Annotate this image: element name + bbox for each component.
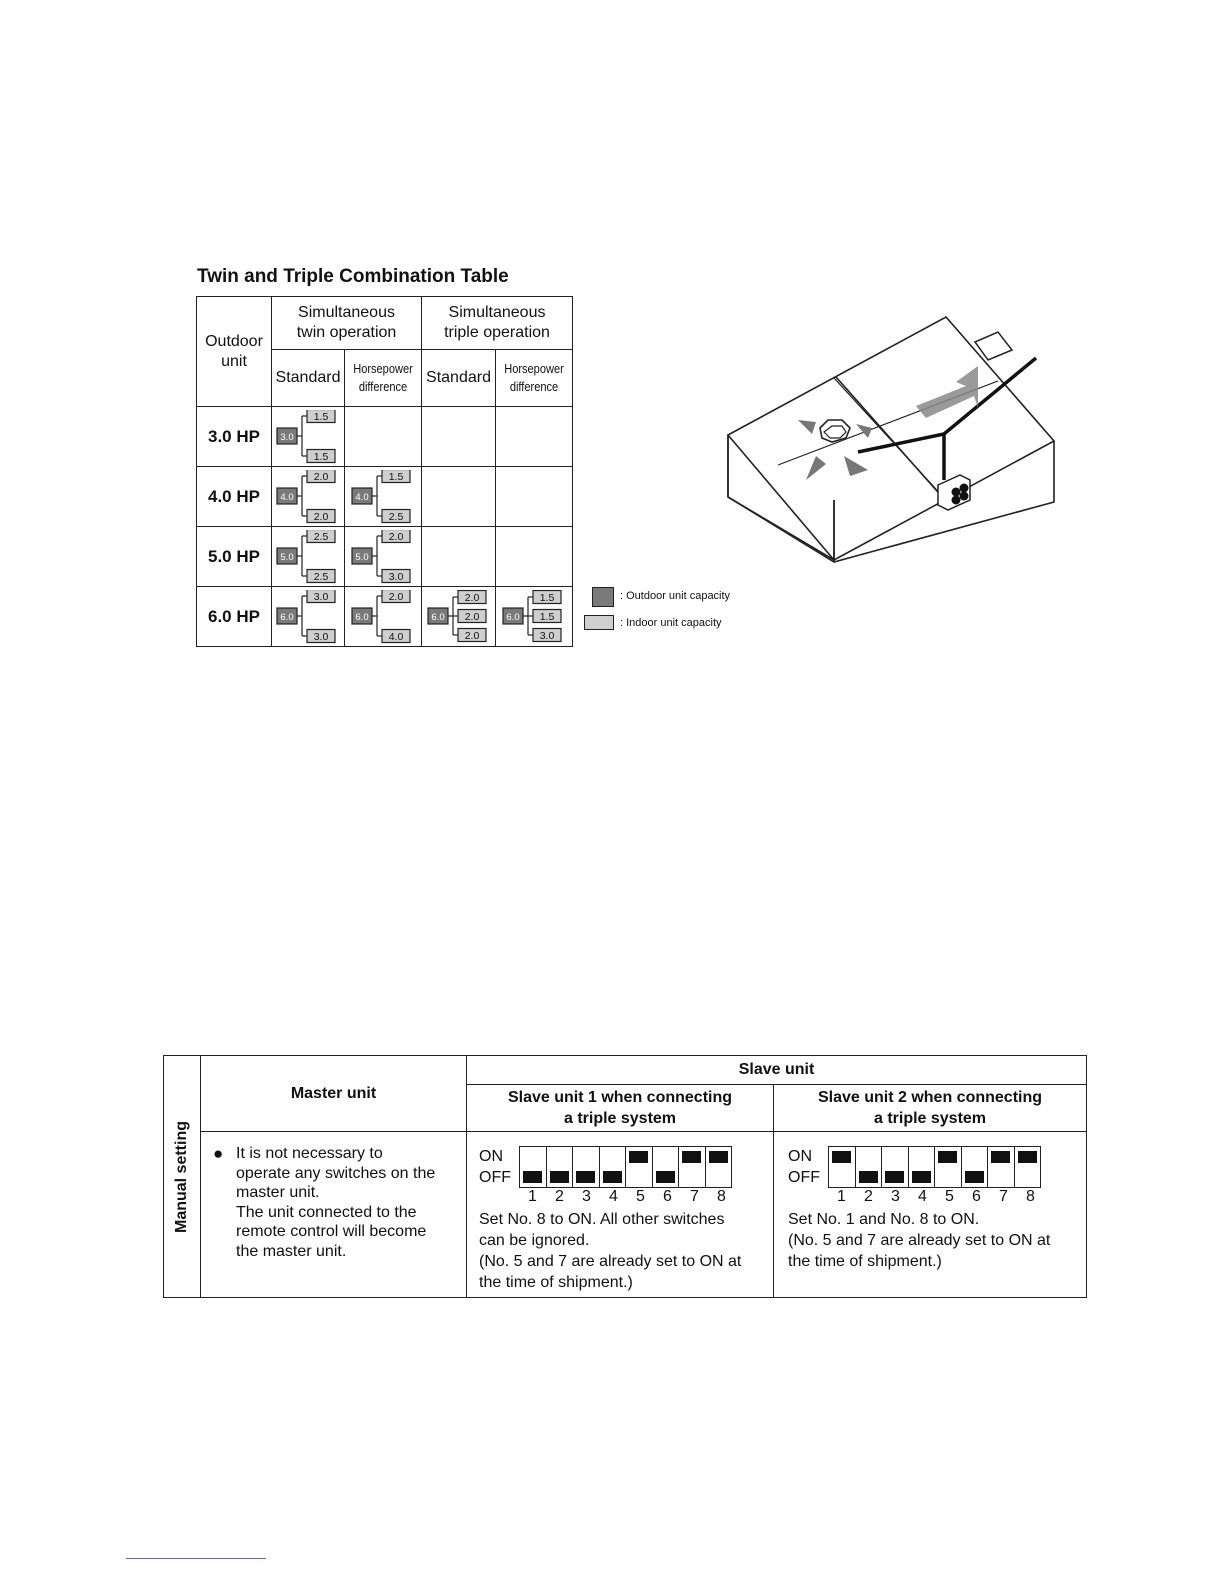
dip-switch-7 xyxy=(988,1147,1015,1187)
dip-switch-1 xyxy=(520,1147,547,1187)
diagram-cell xyxy=(272,587,345,647)
dip-switch-knob xyxy=(912,1171,931,1183)
on-label: ON xyxy=(479,1148,503,1165)
indoor-capacity-box xyxy=(382,509,410,523)
svg-text:3.0: 3.0 xyxy=(388,570,404,583)
switch-number: 2 xyxy=(864,1188,873,1205)
legend-outdoor-label: : Outdoor unit capacity xyxy=(620,590,731,602)
on-label: ON xyxy=(788,1148,812,1165)
switch-numbers xyxy=(519,1188,773,1206)
header-twin: Simultaneous twin operation xyxy=(272,297,422,350)
indoor-capacity-box xyxy=(458,628,486,642)
dip-switch-slave2 xyxy=(828,1146,1041,1188)
svg-text:2.5: 2.5 xyxy=(313,530,329,543)
diagram-cell xyxy=(496,407,573,467)
header-triple-hp-diff: Horsepower difference xyxy=(496,350,573,407)
row-label: 4.0 HP xyxy=(197,467,272,527)
capacity-diagram xyxy=(275,530,341,584)
dip-switch-knob xyxy=(859,1171,878,1183)
svg-text:2.0: 2.0 xyxy=(464,629,479,642)
capacity-diagram xyxy=(275,470,341,524)
svg-text:5.0: 5.0 xyxy=(355,551,369,563)
capacity-diagram xyxy=(350,590,416,644)
row-label: 5.0 HP xyxy=(197,527,272,587)
outdoor-capacity-box xyxy=(428,608,448,624)
header-twin-hp-diff: Horsepower difference xyxy=(345,350,422,407)
master-unit-header: Master unit xyxy=(201,1056,467,1132)
indoor-capacity-box xyxy=(307,470,335,483)
outdoor-capacity-box xyxy=(503,608,523,624)
dip-switch-3 xyxy=(882,1147,909,1187)
diagram-cell xyxy=(422,527,496,587)
outdoor-capacity-box xyxy=(277,608,297,624)
header-triple: Simultaneous triple operation xyxy=(422,297,573,350)
legend-indoor-swatch xyxy=(584,615,614,630)
diagram-cell xyxy=(345,467,422,527)
outdoor-capacity-box xyxy=(352,608,372,624)
room-illustration xyxy=(720,310,1065,570)
svg-text:6.0: 6.0 xyxy=(280,611,294,623)
switch-number: 4 xyxy=(609,1188,618,1205)
svg-text:5.0: 5.0 xyxy=(280,551,294,563)
diagram-cell xyxy=(272,467,345,527)
indoor-capacity-box xyxy=(533,590,561,604)
outdoor-capacity-box xyxy=(277,488,297,504)
indoor-capacity-box xyxy=(458,609,486,623)
svg-text:4.0: 4.0 xyxy=(388,630,404,643)
svg-text:2.0: 2.0 xyxy=(388,530,404,543)
svg-text:2.5: 2.5 xyxy=(313,570,329,583)
slave1-instructions xyxy=(467,1132,774,1298)
indoor-capacity-box xyxy=(458,590,486,604)
svg-text:3.0: 3.0 xyxy=(280,431,294,443)
indoor-capacity-box xyxy=(307,629,335,643)
dip-switch-knob xyxy=(938,1151,957,1163)
switch-number: 2 xyxy=(555,1188,564,1205)
dip-switch-3 xyxy=(573,1147,600,1187)
diagram-cell xyxy=(272,527,345,587)
switch-number: 6 xyxy=(972,1188,981,1205)
combination-table xyxy=(196,296,573,647)
capacity-diagram xyxy=(426,470,492,524)
dip-switch-slave1 xyxy=(519,1146,732,1188)
dip-switch-knob xyxy=(965,1171,984,1183)
capacity-diagram xyxy=(501,530,567,584)
slave1-text: Set No. 8 to ON. All other switches can be ignored. (No. 5 and 7 are already set to ON at the time of shipment.) xyxy=(479,1211,742,1291)
legend-indoor-label: : Indoor unit capacity xyxy=(620,617,722,629)
switch-number: 7 xyxy=(999,1188,1008,1205)
indoor-capacity-box xyxy=(307,449,335,463)
diagram-cell xyxy=(345,407,422,467)
svg-text:6.0: 6.0 xyxy=(430,611,445,623)
dip-switch-knob xyxy=(885,1171,904,1183)
indoor-capacity-box xyxy=(533,609,561,623)
switch-number: 3 xyxy=(582,1188,591,1205)
svg-text:2.0: 2.0 xyxy=(464,610,479,623)
svg-text:4.0: 4.0 xyxy=(280,491,294,503)
row-label: 6.0 HP xyxy=(197,587,272,647)
switch-number: 3 xyxy=(891,1188,900,1205)
capacity-diagram xyxy=(501,410,567,464)
diagram-cell xyxy=(422,407,496,467)
indoor-capacity-box xyxy=(382,470,410,483)
dip-switch-5 xyxy=(935,1147,962,1187)
indoor-capacity-box xyxy=(382,629,410,643)
diagram-cell xyxy=(345,527,422,587)
diagram-cell xyxy=(496,467,573,527)
svg-text:2.0: 2.0 xyxy=(313,510,329,523)
switch-number: 5 xyxy=(636,1188,645,1205)
switch-number: 8 xyxy=(1026,1188,1035,1205)
airflow-arrow-icon xyxy=(806,456,826,480)
switch-number: 4 xyxy=(918,1188,927,1205)
svg-text:3.0: 3.0 xyxy=(313,630,329,643)
svg-text:1.5: 1.5 xyxy=(539,610,555,623)
dip-switch-knob xyxy=(523,1171,542,1183)
svg-text:2.0: 2.0 xyxy=(313,470,329,483)
dip-switch-8 xyxy=(706,1147,732,1187)
svg-text:6.0: 6.0 xyxy=(506,611,520,623)
switch-number: 1 xyxy=(837,1188,846,1205)
svg-text:1.5: 1.5 xyxy=(313,450,329,463)
dip-switch-knob xyxy=(656,1171,675,1183)
off-label: OFF xyxy=(788,1169,820,1186)
bullet-icon: ● xyxy=(213,1144,224,1163)
off-label: OFF xyxy=(479,1169,511,1186)
master-text: It is not necessary to operate any switches on the master unit. The unit connected to the remote control will become the master unit. xyxy=(236,1145,436,1260)
outdoor-capacity-box xyxy=(277,428,297,444)
svg-text:1.5: 1.5 xyxy=(539,591,555,604)
capacity-diagram xyxy=(426,530,492,584)
header-twin-standard: Standard xyxy=(272,350,345,407)
dip-switch-4 xyxy=(600,1147,627,1187)
capacity-diagram xyxy=(275,590,341,644)
outdoor-capacity-box xyxy=(352,548,372,564)
legend-outdoor-swatch xyxy=(592,587,614,607)
dip-switch-knob xyxy=(832,1151,851,1163)
svg-text:6.0: 6.0 xyxy=(355,611,369,623)
dip-switch-7 xyxy=(679,1147,706,1187)
switch-numbers xyxy=(828,1188,1086,1206)
capacity-diagram xyxy=(501,590,567,644)
svg-text:1.5: 1.5 xyxy=(388,470,404,483)
dip-switch-4 xyxy=(909,1147,936,1187)
diagram-cell xyxy=(422,467,496,527)
diagram-cell xyxy=(496,527,573,587)
indoor-capacity-box xyxy=(533,628,561,642)
indoor-capacity-box xyxy=(382,590,410,603)
manual-setting-table xyxy=(163,1055,1087,1298)
footer-rule xyxy=(126,1558,266,1559)
table-row xyxy=(197,467,573,527)
indoor-capacity-box xyxy=(382,569,410,583)
capacity-diagram xyxy=(426,410,492,464)
slave2-text: Set No. 1 and No. 8 to ON. (No. 5 and 7 are already set to ON at the time of shipment.) xyxy=(788,1211,1051,1270)
switch-number: 8 xyxy=(717,1188,726,1205)
diagram-cell xyxy=(345,587,422,647)
svg-text:4.0: 4.0 xyxy=(355,491,369,503)
room-floor-outline xyxy=(728,435,1054,562)
indoor-capacity-box xyxy=(307,569,335,583)
svg-text:3.0: 3.0 xyxy=(539,629,555,642)
svg-text:2.0: 2.0 xyxy=(464,591,479,604)
dip-switch-knob xyxy=(629,1151,648,1163)
dip-switch-knob xyxy=(1018,1151,1037,1163)
svg-text:1.5: 1.5 xyxy=(313,410,329,423)
dip-switch-knob xyxy=(709,1151,728,1163)
indoor-capacity-box xyxy=(382,530,410,543)
capacity-diagram xyxy=(350,470,416,524)
table-row xyxy=(197,587,573,647)
dip-switch-5 xyxy=(626,1147,653,1187)
capacity-diagram xyxy=(275,410,341,464)
switch-number: 5 xyxy=(945,1188,954,1205)
svg-text:3.0: 3.0 xyxy=(313,590,329,603)
indoor-capacity-box xyxy=(307,410,335,423)
dip-switch-knob xyxy=(991,1151,1010,1163)
combination-table-title: Twin and Triple Combination Table xyxy=(197,266,509,287)
diagram-cell xyxy=(496,587,573,647)
dip-switch-2 xyxy=(856,1147,883,1187)
outdoor-capacity-box xyxy=(277,548,297,564)
header-triple-standard: Standard xyxy=(422,350,496,407)
dip-switch-2 xyxy=(547,1147,574,1187)
dip-switch-6 xyxy=(653,1147,680,1187)
outdoor-unit-icon xyxy=(938,475,970,510)
return-air-arrow-icon xyxy=(916,366,978,418)
slave1-header: Slave unit 1 when connecting a triple system xyxy=(467,1085,774,1132)
svg-text:2.0: 2.0 xyxy=(388,590,404,603)
svg-text:2.5: 2.5 xyxy=(388,510,404,523)
dip-switch-knob xyxy=(603,1171,622,1183)
slave-unit-header: Slave unit xyxy=(467,1056,1087,1085)
row-label: 3.0 HP xyxy=(197,407,272,467)
header-outdoor-unit: Outdoor unit xyxy=(197,297,272,407)
indoor-capacity-box xyxy=(307,590,335,603)
airflow-arrow-icon xyxy=(844,456,868,476)
dip-switch-6 xyxy=(962,1147,989,1187)
table-row xyxy=(197,527,573,587)
airflow-arrow-icon xyxy=(856,424,872,438)
manual-setting-side-cell xyxy=(164,1056,201,1298)
diagram-cell xyxy=(422,587,496,647)
switch-number: 7 xyxy=(690,1188,699,1205)
capacity-diagram xyxy=(501,470,567,524)
capacity-diagram xyxy=(426,590,492,644)
slave2-instructions xyxy=(774,1132,1087,1298)
outdoor-capacity-box xyxy=(352,488,372,504)
dip-switch-1 xyxy=(829,1147,856,1187)
indoor-capacity-box xyxy=(307,530,335,543)
dip-switch-knob xyxy=(576,1171,595,1183)
slave2-header: Slave unit 2 when connecting a triple system xyxy=(774,1085,1087,1132)
capacity-diagram xyxy=(350,410,416,464)
airflow-arrow-icon xyxy=(798,420,816,434)
dip-switch-knob xyxy=(682,1151,701,1163)
dip-switch-knob xyxy=(550,1171,569,1183)
master-unit-instructions xyxy=(201,1132,467,1298)
switch-number: 6 xyxy=(663,1188,672,1205)
table-row xyxy=(197,407,573,467)
capacity-diagram xyxy=(350,530,416,584)
manual-setting-label: Manual setting xyxy=(173,1120,190,1233)
indoor-capacity-box xyxy=(307,509,335,523)
dip-switch-8 xyxy=(1015,1147,1041,1187)
switch-number: 1 xyxy=(528,1188,537,1205)
diagram-cell xyxy=(272,407,345,467)
